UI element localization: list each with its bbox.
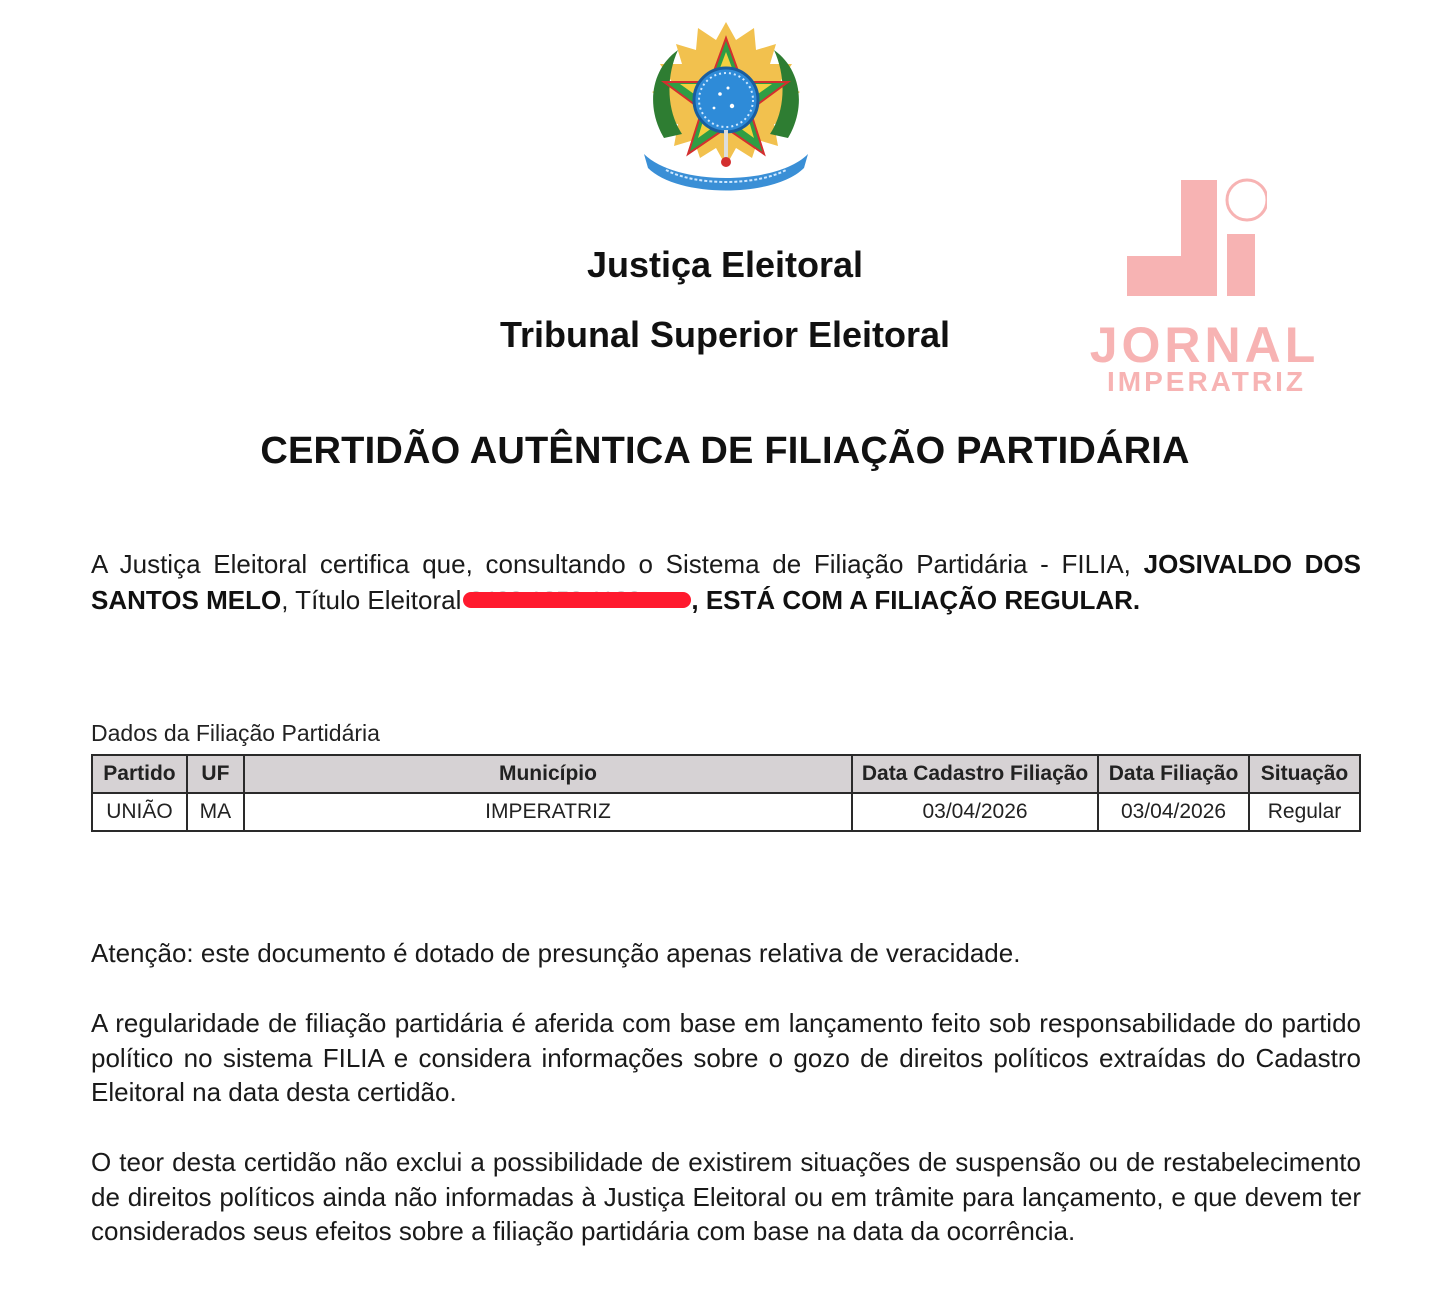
cell-data-cadastro: 03/04/2026 — [852, 793, 1098, 831]
affiliate-name: JOSIVALDO DOS SANTOS MELO — [91, 549, 1361, 615]
col-situacao: Situação — [1249, 755, 1360, 793]
table-row — [92, 793, 1360, 831]
title-label: , Título Eleitoral — [281, 585, 462, 615]
header-tribunal: Tribunal Superior Eleitoral — [499, 314, 951, 355]
affiliation-status: , ESTÁ COM A FILIAÇÃO REGULAR. — [691, 585, 1141, 615]
note-attention: Atenção: este documento é dotado de presunção apenas relativa de veracidade. — [91, 938, 1021, 968]
cell-partido: UNIÃO — [92, 793, 187, 831]
col-municipio: Município — [244, 755, 852, 793]
header-justica-eleitoral: Justiça Eleitoral — [586, 244, 864, 285]
cell-uf: MA — [187, 793, 244, 831]
watermark-line1: JORNAL — [1089, 317, 1320, 373]
watermark-line2: IMPERATRIZ — [1106, 366, 1307, 397]
cell-municipio: IMPERATRIZ — [244, 793, 852, 831]
jornal-imperatriz-watermark — [1072, 178, 1342, 398]
col-uf: UF — [187, 755, 244, 793]
table-header-row — [92, 755, 1360, 793]
affiliation-table — [91, 754, 1361, 832]
note-regularity: A regularidade de filiação partidária é aferida com base em lançamento feito sob responsabilidade do partido político no sistema FILIA e considera informações sobre o gozo de direitos políticos extraídas do Cadastro Eleitoral na data desta certidão. — [91, 1008, 1361, 1107]
col-data-filiacao: Data Filiação — [1098, 755, 1249, 793]
col-data-cadastro: Data Cadastro Filiação — [852, 755, 1098, 793]
col-partido: Partido — [92, 755, 187, 793]
table-caption: Dados da Filiação Partidária — [91, 720, 380, 746]
document-title: CERTIDÃO AUTÊNTICA DE FILIAÇÃO PARTIDÁRIA — [260, 430, 1190, 472]
cell-situacao: Regular — [1249, 793, 1360, 831]
redaction-bar — [463, 592, 691, 608]
cell-data-filiacao: 03/04/2026 — [1098, 793, 1249, 831]
certification-paragraph — [91, 546, 1361, 618]
redacted-title-number — [463, 589, 691, 611]
note-content: O teor desta certidão não exclui a possibilidade de existirem situações de suspensão ou de restabelecimento de direitos políticos ainda não informadas à Justiça Eleitoral ou em trâmite para lançamento, e que devem ter considerados seus efeitos sobre a filiação partidária com base na data da ocorrência. — [91, 1147, 1361, 1246]
brazil-coat-of-arms-icon — [636, 18, 816, 200]
certification-intro: A Justiça Eleitoral certifica que, consultando o Sistema de Filiação Partidária - FILIA, — [91, 549, 1144, 579]
